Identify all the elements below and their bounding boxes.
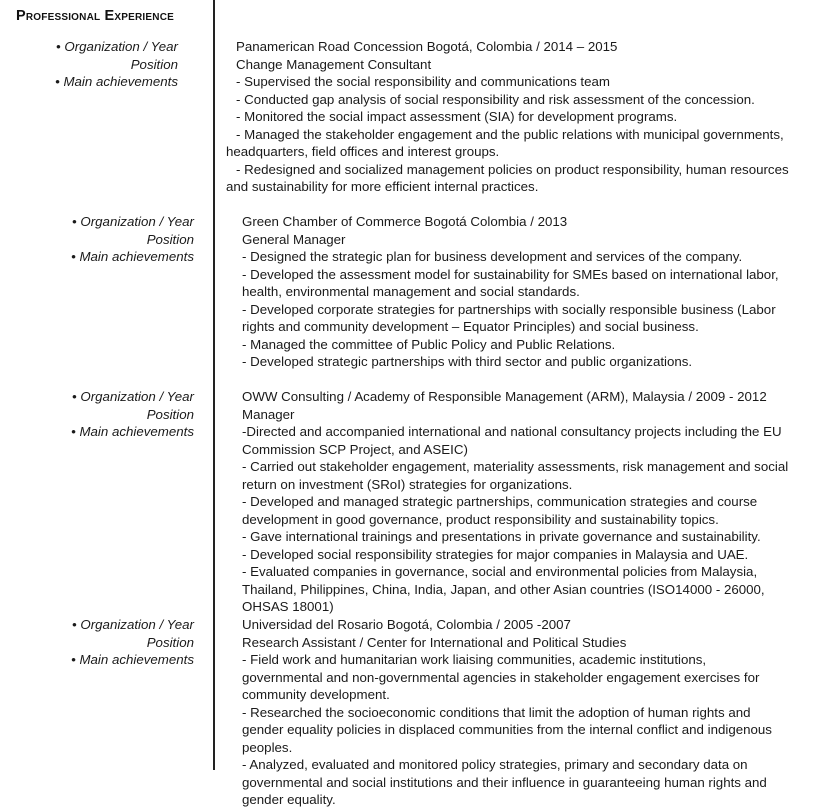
achievement-item: - Supervised the social responsibility and communications team	[236, 74, 610, 89]
achievement-item: - Gave international trainings and presentations in private governance and sustainability.	[242, 529, 761, 544]
achievement-item: - Analyzed, evaluated and monitored policy strategies, primary and secondary data on governmental and social institutions and their influence in guaranteeing human rights and gender equality.	[242, 757, 767, 807]
label-main-achievements: • Main achievements	[55, 74, 178, 89]
label-position: Position	[146, 231, 194, 247]
label-organization-year: • Organization / Year	[72, 617, 194, 632]
label-organization-year: • Organization / Year	[72, 214, 194, 229]
achievement-item: - Field work and humanitarian work liaising communities, academic institutions, governmental and non-governmental agencies in stakeholder engagement exercises for community development.	[242, 652, 760, 702]
entry-position: Change Management Consultant	[236, 56, 432, 72]
label-main-achievements: • Main achievements	[71, 424, 194, 439]
entry-content	[242, 616, 790, 809]
achievement-item: - Designed the strategic plan for business development and services of the company.	[242, 249, 743, 264]
achievement-item: - Developed social responsibility strategies for major companies in Malaysia and UAE.	[242, 546, 749, 562]
achievement-item: -Directed and accompanied international and national consultancy projects including the EU Commission SCP Project, and ASEIC)	[242, 424, 782, 457]
entry-position: Manager	[242, 406, 295, 422]
achievement-item: - Monitored the social impact assessment (SIA) for development programs.	[236, 109, 678, 124]
label-position: Position	[146, 634, 194, 650]
label-organization-year: • Organization / Year	[56, 39, 178, 54]
achievement-item: - Managed the stakeholder engagement and the public relations with municipal governments, headquarters, field offices and interest groups.	[226, 126, 784, 159]
achievement-item: - Carried out stakeholder engagement, materiality assessments, risk management and social return on investment (SRoI) strategies for organizations.	[242, 459, 789, 492]
entry-labels	[40, 38, 178, 91]
achievement-item: - Conducted gap analysis of social responsibility and risk assessment of the concession.	[236, 91, 755, 107]
label-organization-year: • Organization / Year	[72, 389, 194, 404]
achievement-item: - Developed corporate strategies for partnerships with socially responsible business (Labor rights and community development – Equator Principles) and social business.	[242, 301, 776, 334]
achievement-item: - Redesigned and socialized management policies on product responsibility, human resources and sustainability for more efficient internal practices.	[226, 161, 789, 194]
achievement-item: - Developed and managed strategic partnerships, communication strategies and course development in good governance, product responsibility and sustainability topics.	[242, 494, 758, 527]
entry-organization: Panamerican Road Concession Bogotá, Colombia / 2014 – 2015	[236, 39, 618, 54]
vertical-divider	[213, 0, 215, 770]
entry-labels	[40, 213, 194, 266]
entry-labels	[40, 616, 194, 669]
achievement-item: - Researched the socioeconomic conditions that limit the adoption of human rights and gender equality policies in displaced communities from the internal conflict and indigenous peoples.	[242, 704, 772, 755]
label-position: Position	[146, 406, 194, 422]
achievement-item: - Developed the assessment model for sustainability for SMEs based on international labor, health, environmental management and social standards.	[242, 266, 779, 299]
label-main-achievements: • Main achievements	[71, 652, 194, 667]
entry-content	[242, 213, 790, 371]
entry-organization: Universidad del Rosario Bogotá, Colombia / 2005 -2007	[242, 617, 571, 632]
entry-content	[242, 388, 790, 616]
achievement-item: - Managed the committee of Public Policy and Public Relations.	[242, 336, 616, 352]
achievement-item: - Developed strategic partnerships with third sector and public organizations.	[242, 354, 693, 369]
entry-content	[226, 38, 796, 196]
section-title: Professional Experience	[16, 8, 174, 24]
entry-organization: Green Chamber of Commerce Bogotá Colombia / 2013	[242, 214, 568, 229]
achievement-item: - Evaluated companies in governance, social and environmental policies from Malaysia, Thailand, Philippines, China, India, Japan, and other Asian countries (ISO14000 - 26000, OHSAS 18001)	[242, 564, 765, 614]
label-position: Position	[130, 56, 178, 72]
entry-position: General Manager	[242, 231, 346, 247]
entry-position: Research Assistant / Center for International and Political Studies	[242, 634, 627, 650]
label-main-achievements: • Main achievements	[71, 249, 194, 264]
entry-labels	[40, 388, 194, 441]
entry-organization: OWW Consulting / Academy of Responsible Management (ARM), Malaysia / 2009 - 2012	[242, 389, 767, 404]
